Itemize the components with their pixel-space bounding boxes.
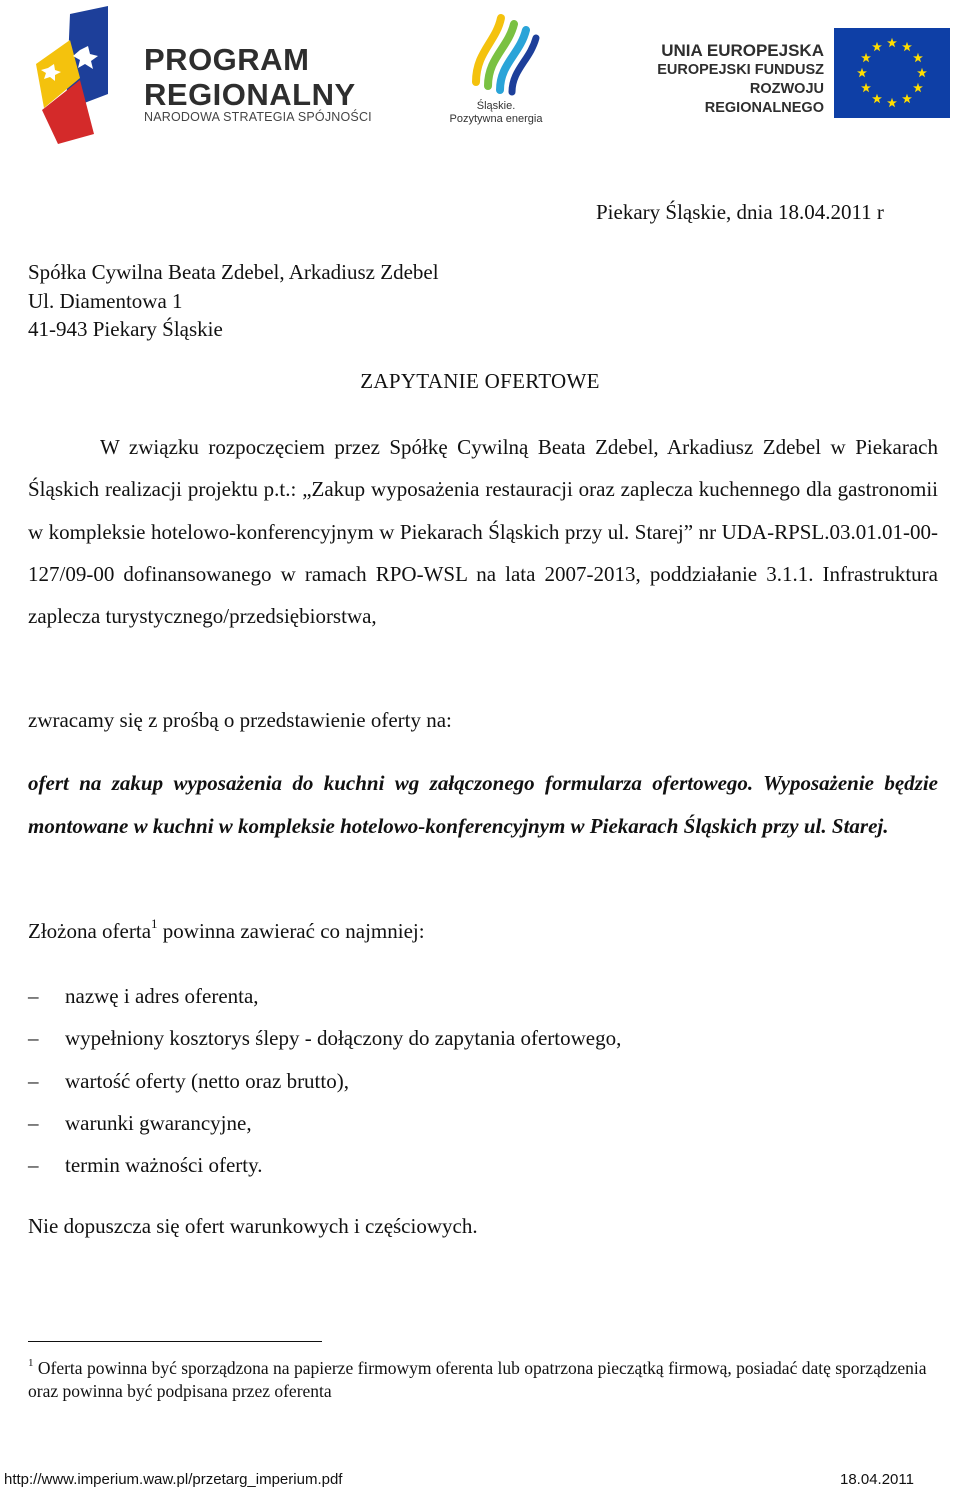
requirement-item: – termin ważności oferty. xyxy=(28,1144,621,1186)
eu-fund-line1: EUROPEJSKI FUNDUSZ xyxy=(657,62,824,78)
eu-fund-logo xyxy=(628,28,950,120)
requirement-item: – warunki gwarancyjne, xyxy=(28,1102,621,1144)
program-title-line2: REGIONALNY xyxy=(144,77,356,112)
program-title-line1: PROGRAM xyxy=(144,42,310,77)
program-regionalny-logo xyxy=(36,6,381,144)
footnote-text: Oferta powinna być sporządzona na papierze firmowym oferenta lub opatrzona pieczątką firmową, posiadać datę sporządzenia oraz powinna być podpisana przez oferenta xyxy=(28,1357,927,1401)
sender-street: Ul. Diamentowa 1 xyxy=(28,288,183,313)
slaskie-slogan: Pozytywna energia xyxy=(449,113,543,125)
eu-fund-line2: ROZWOJU REGIONALNEGO xyxy=(704,81,824,116)
intro-paragraph: W związku rozpoczęciem przez Spółkę Cywilną Beata Zdebel, Arkadiusz Zdebel w Piekarach Śląskich realizacji projektu p.t.: „Zakup wyposażenia restauracji oraz zaplecza kuchennego dla gastronomii w kompleksie hotelowo-konferencyjnym w Piekarach Śląskich przy ul. Starej” nr UDA-RPSL.03.01.01-00-127/09-00 dofinansowanego w ramach RPO-WSL na lata 2007-2013, poddziałanie 3.1.1. Infrastruktura zaplecza turystycznego/przedsiębiorstwa, xyxy=(28,435,938,629)
document-title: ZAPYTANIE OFERTOWE xyxy=(360,369,600,393)
slaskie-name: Śląskie. xyxy=(476,100,516,112)
sender-name: Spółka Cywilna Beata Zdebel, Arkadiusz Zdebel xyxy=(28,260,439,284)
requirement-item: – wartość oferty (netto oraz brutto), xyxy=(28,1060,621,1102)
slaskie-waves-icon xyxy=(446,12,546,98)
requirement-item: – wypełniony kosztorys ślepy - dołączony do zapytania ofertowego, xyxy=(28,1017,621,1059)
footnote-mark: 1 xyxy=(28,1357,34,1369)
program-subtitle: NARODOWA STRATEGIA SPÓJNOŚCI xyxy=(144,110,372,124)
footnote-separator xyxy=(28,1341,322,1342)
sender-address xyxy=(28,258,439,344)
footer-url: http://www.imperium.waw.pl/przetarg_imperium.pdf xyxy=(4,1471,343,1488)
program-regionalny-emblem-icon xyxy=(36,6,136,144)
letter-date: Piekary Śląskie, dnia 18.04.2011 r xyxy=(596,200,884,224)
request-line: zwracamy się z prośbą o przedstawienie oferty na: xyxy=(28,708,452,732)
eu-name: UNIA EUROPEJSKA xyxy=(661,41,824,60)
offer-description: ofert na zakup wyposażenia do kuchni wg załączonego formularza ofertowego. Wyposażenie będzie montowane w kuchni w kompleksie hotelowo-konferencyjnym w Piekarach Śląskich przy ul. Starej. xyxy=(28,771,938,838)
footnote xyxy=(28,1353,933,1403)
requirements-intro-rest: powinna zawierać co najmniej: xyxy=(157,919,425,943)
closing-note: Nie dopuszcza się ofert warunkowych i częściowych. xyxy=(28,1214,478,1238)
requirements-list xyxy=(28,975,621,1186)
requirement-item: – nazwę i adres oferenta, xyxy=(28,975,621,1017)
eu-flag-icon xyxy=(834,28,950,118)
footer-date: 18.04.2011 xyxy=(840,1471,914,1488)
requirements-intro xyxy=(28,918,425,944)
slaskie-logo xyxy=(446,12,546,140)
footnote-reference: 1 xyxy=(151,916,158,931)
sender-city: 41-943 Piekary Śląskie xyxy=(28,317,223,341)
requirements-intro-text: Złożona oferta xyxy=(28,919,152,943)
